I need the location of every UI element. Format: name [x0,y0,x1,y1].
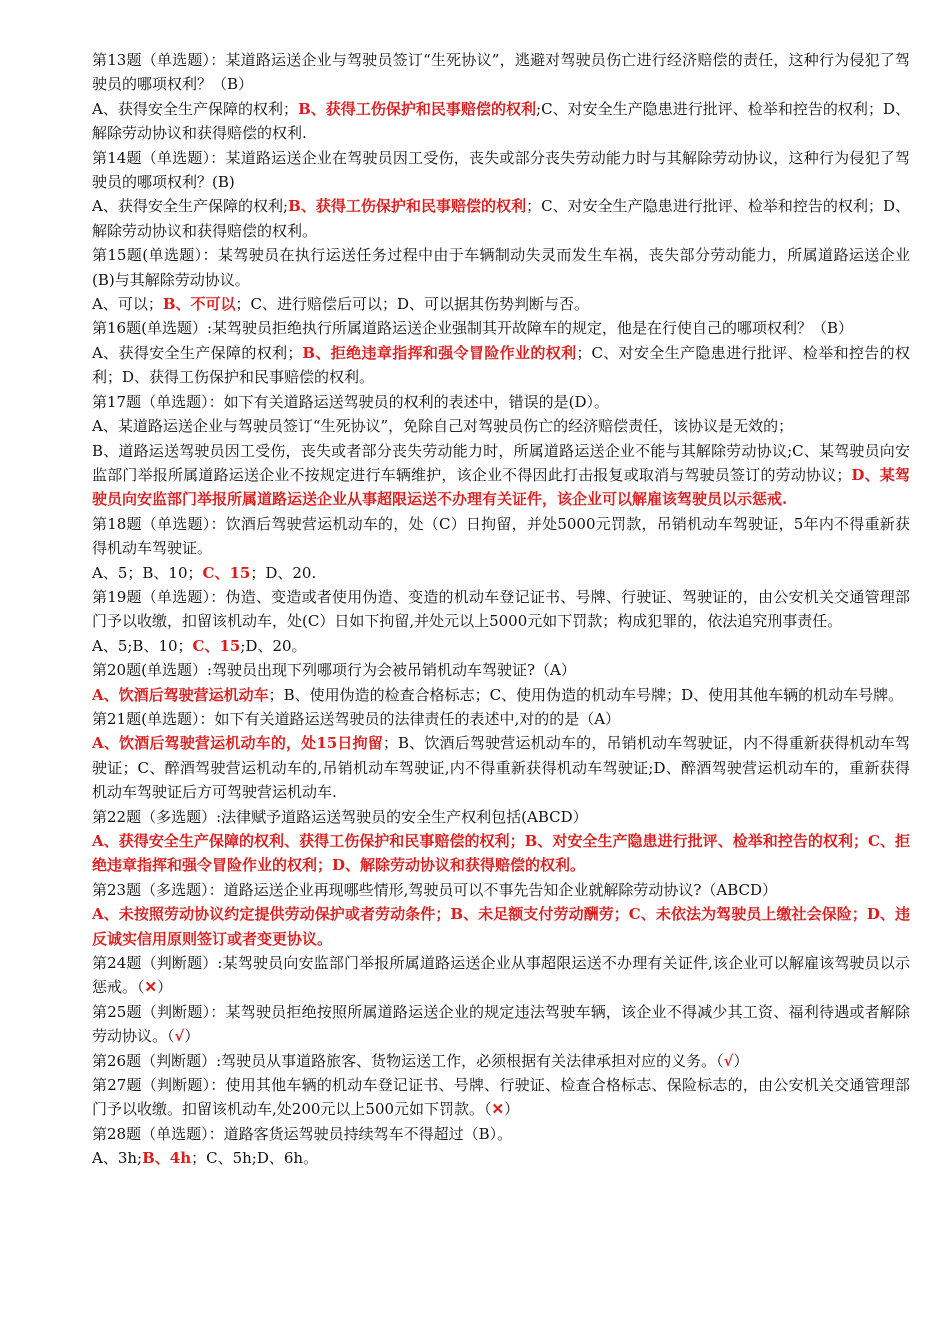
question-16: 第16题(单选题）:某驾驶员拒绝执行所属道路运送企业强制其开故障车的规定，他是在行使自己的哪项权利？（B） [92,319,854,338]
cross-mark-icon: ✕ [144,978,158,997]
option-text: A、获得安全生产保障的权利； [92,343,303,362]
document-page [92,48,910,1171]
cross-mark-icon: ✕ [491,1100,505,1119]
bracket-close: ） [504,1100,520,1119]
options-19 [92,634,910,658]
option-text: A、5；B、10； [92,563,203,582]
question-21: 第21题(单选题）：如下有关道路运送驾驶员的法律责任的表述中,对的的是（A） [92,709,621,728]
options-15 [92,292,910,316]
option-text: ；B、使用伪造的检查合格标志；C、使用伪造的机动车号牌；D、使用其他车辆的机动车号牌。 [268,685,904,704]
options-17 [92,439,910,512]
bracket-close: ） [157,978,173,997]
correct-answer: B、获得工伤保护和民事赔偿的权利 [288,197,527,216]
option-text: ;D、20。 [240,636,307,655]
option-text: A、可以； [92,295,163,314]
option-text: ；D、20. [250,563,317,582]
option-text: ;C、对安全生产隐患进行批评、检举和控告的权利；D、解除劳动协议和获得赔偿的权利. [92,99,910,143]
question-15: 第15题(单选题）：某驾驶员在执行运送任务过程中由于车辆制动失灵而发生车祸，丧失部分劳动能力，所属道路运送企业(B)与其解除劳动协议。 [92,246,910,289]
correct-answer: B、获得工伤保护和民事赔偿的权利 [298,99,537,118]
options-13 [92,97,910,146]
option-text: A、5;B、10； [92,636,193,655]
option-text: A、获得安全生产保障的权利； [92,99,299,118]
question-28: 第28题（单选题）：道路客货运驾驶员持续驾车不得超过（B）。 [92,1124,513,1143]
question-text: 第27题（判断题）：使用其他车辆的机动车登记证书、号牌、行驶证、检查合格标志、保险标志的，由公安机关交通管理部门予以收缴。扣留该机动车,处200元以上500元如下罚款。（ [92,1076,910,1119]
option-text: A、3h; [92,1149,143,1168]
correct-answer: D、某驾驶员向安监部门举报所属道路运送企业从事超限运送不办理有关证件，该企业可以解雇该驾驶员以示惩戒. [92,465,910,509]
question-19: 第19题（单选题）：伪造、变造或者使用伪造、变造的机动车登记证书、号牌、行驶证、驾驶证的，由公安机关交通管理部门予以收缴，扣留该机动车，处(C）日如下拘留,并处元以上5000元如下罚款；构成犯罪的，依法追究刑事责任。 [92,587,910,631]
question-24 [92,951,910,1000]
correct-answer: B、不可以 [162,295,236,314]
question-text: 第24题（判断题）:某驾驶员向安监部门举报所属道路运送企业从事超限运送不办理有关证件,该企业可以解雇该驾驶员以示惩戒。（ [92,954,910,997]
question-22: 第22题（多选题）:法律赋予道路运送驾驶员的安全生产权利包括(ABCD） [92,807,588,826]
options-21 [92,731,910,804]
correct-answer: C、15 [202,563,251,582]
correct-answer: B、拒绝违章指挥和强令冒险作业的权利 [302,343,577,362]
correct-answer-22: A、获得安全生产保障的权利、获得工伤保护和民事赔偿的权利；B、对安全生产隐患进行批评、检举和控告的权利；C、拒绝违章指挥和强令冒险作业的权利；D、解除劳动协议和获得赔偿的权利。 [92,832,910,875]
question-25 [92,1000,910,1049]
options-16 [92,341,910,390]
option-text: ；C、对安全生产隐患进行批评、检举和控告的权利；D、获得工伤保护和民事赔偿的权利。 [92,343,910,387]
question-14: 第14题（单选题）：某道路运送企业在驾驶员因工受伤，丧失或部分丧失劳动能力时与其解除劳动协议，这种行为侵犯了驾驶员的哪项权利？(B) [92,148,910,192]
question-text: 第25题（判断题）：某驾驶员拒绝按照所属道路运送企业的规定违法驾驶车辆，该企业不得减少其工资、福利待遇或者解除劳动协议。（ [92,1002,910,1046]
bracket-close: ） [184,1027,200,1046]
correct-answer-23: A、未按照劳动协议约定提供劳动保护或者劳动条件；B、未足额支付劳动酬劳；C、未依法为驾驶员上缴社会保险；D、违反诚实信用原则签订或者变更协议。 [92,905,910,948]
question-23: 第23题（多选题）：道路运送企业再现哪些情形,驾驶员可以不事先告知企业就解除劳动协议?（ABCD） [92,880,778,899]
question-text: 第26题（判断题）:驾驶员从事道路旅客、货物运送工作，必须根据有关法律承担对应的义务。（ [92,1051,724,1070]
options-28 [92,1146,910,1170]
question-20: 第20题(单选题）:驾驶员出现下列哪项行为会被吊销机动车驾驶证?（A） [92,661,576,680]
options-20 [92,683,910,707]
correct-answer: B、4h [142,1149,192,1168]
correct-answer: A、饮酒后驾驶营运机动车的，处15日拘留 [92,734,383,753]
check-mark-icon: √ [174,1027,185,1046]
question-17: 第17题（单选题）：如下有关道路运送驾驶员的权利的表述中，错误的是(D）。 [92,392,609,411]
option-text: ；C、进行赔偿后可以；D、可以据其伤势判断与否。 [235,295,590,314]
bracket-close: ） [733,1051,749,1070]
option-text: ；C、5h;D、6h。 [191,1149,319,1168]
options-14 [92,194,910,243]
option-text: ；B、饮酒后驾驶营运机动车的，吊销机动车驾驶证，内不得重新获得机动车驾驶证；C、醉酒驾驶营运机动车的,吊销机动车驾驶证,内不得重新获得机动车驾驶证;D、醉酒驾驶营运机动车的，重新获得机动车驾驶证后方可驾驶营运机动车. [92,734,910,802]
question-26 [92,1049,910,1073]
correct-answer: C、15 [192,636,241,655]
option-text: B、道路运送驾驶员因工受伤，丧失或者部分丧失劳动能力时，所属道路运送企业不能与其解除劳动协议;C、某驾驶员向安监部门举报所属道路运送企业不按规定进行车辆维护，该企业不得因此打击报复或取消与驾驶员签订的劳动协议； [92,441,910,484]
option-text: A、获得安全生产保障的权利; [92,197,289,216]
options-18 [92,561,910,585]
question-27 [92,1073,910,1122]
options-17-a: A、某道路运送企业与驾驶员签订“生死协议”，免除自己对驾驶员伤亡的经济赔偿责任，该协议是无效的； [92,417,794,436]
option-text: ；C、对安全生产隐患进行批评、检举和控告的权利；D、解除劳动协议和获得赔偿的权利。 [92,197,911,240]
check-mark-icon: √ [723,1051,734,1070]
correct-answer: A、饮酒后驾驶营运机动车 [92,685,269,704]
question-13: 第13题（单选题）：某道路运送企业与驾驶员签订“生死协议”，逃避对驾驶员伤亡进行经济赔偿的责任，这种行为侵犯了驾驶员的哪项权利？（B） [92,51,910,94]
question-18: 第18题（单选题）：饮酒后驾驶营运机动车的，处（C）日拘留，并处5000元罚款，吊销机动车驾驶证，5年内不得重新获得机动车驾驶证。 [92,514,910,558]
